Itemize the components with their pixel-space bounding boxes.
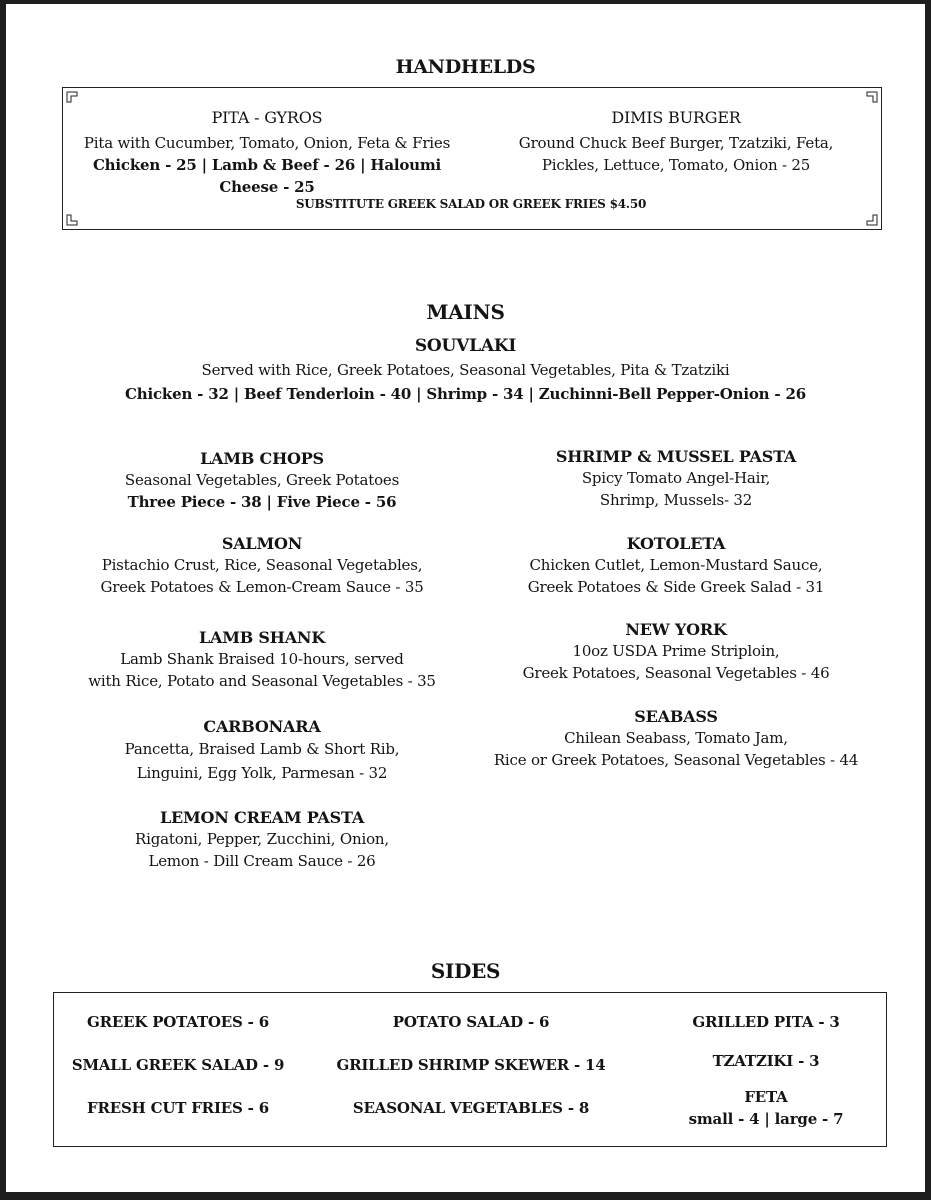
menu-page bbox=[6, 4, 925, 1192]
item-title: LAMB CHOPS bbox=[200, 449, 324, 468]
item-title: SALMON bbox=[221, 534, 303, 553]
item-description-line: Pancetta, Braised Lamb & Short Rib, bbox=[124, 740, 400, 758]
dimis-burger-item bbox=[516, 108, 836, 176]
item-description-line: Lamb Shank Braised 10-hours, served bbox=[120, 650, 404, 668]
side-grilled-shrimp-skewer: GRILLED SHRIMP SKEWER - 14 bbox=[336, 1056, 606, 1074]
item-description-line: Chilean Seabass, Tomato Jam, bbox=[564, 729, 788, 747]
item-description-line: Rigatoni, Pepper, Zucchini, Onion, bbox=[135, 830, 389, 848]
lemon-cream-pasta-item bbox=[62, 808, 462, 872]
item-title: LEMON CREAM PASTA bbox=[159, 808, 365, 827]
corner-ornament-icon bbox=[66, 91, 78, 103]
corner-ornament-icon bbox=[66, 214, 78, 226]
side-potato-salad: POTATO SALAD - 6 bbox=[392, 1013, 550, 1031]
side-small-greek-salad: SMALL GREEK SALAD - 9 bbox=[71, 1056, 285, 1074]
item-description-line: Greek Potatoes & Side Greek Salad - 31 bbox=[527, 578, 825, 596]
kotoleta-item bbox=[476, 534, 876, 598]
side-greek-potatoes: GREEK POTATOES - 6 bbox=[87, 1013, 269, 1031]
item-prices: Three Piece - 38 | Five Piece - 56 bbox=[127, 493, 397, 511]
lamb-chops-item bbox=[62, 449, 462, 513]
item-description-line: Greek Potatoes, Seasonal Vegetables - 46 bbox=[522, 664, 830, 682]
item-description-line: Greek Potatoes & Lemon-Cream Sauce - 35 bbox=[100, 578, 424, 596]
item-description: Seasonal Vegetables, Greek Potatoes bbox=[124, 471, 400, 489]
item-prices: Chicken - 32 | Beef Tenderloin - 40 | Shrimp - 34 | Zuchinni-Bell Pepper-Onion - 26 bbox=[125, 385, 806, 403]
corner-ornament-icon bbox=[866, 91, 878, 103]
item-description-line: Pickles, Lettuce, Tomato, Onion - 25 bbox=[541, 156, 811, 174]
seabass-item bbox=[466, 707, 886, 771]
item-title: SHRIMP & MUSSEL PASTA bbox=[555, 447, 797, 466]
side-grilled-pita: GRILLED PITA - 3 bbox=[692, 1013, 840, 1031]
souvlaki-item bbox=[6, 336, 925, 405]
item-description-line: with Rice, Potato and Seasonal Vegetables - 35 bbox=[88, 672, 436, 690]
side-tzatziki: TZATZIKI - 3 bbox=[712, 1052, 820, 1070]
corner-ornament-icon bbox=[866, 214, 878, 226]
sides-title: SIDES bbox=[430, 959, 501, 983]
new-york-item bbox=[476, 620, 876, 684]
item-description: Served with Rice, Greek Potatoes, Seasonal Vegetables, Pita & Tzatziki bbox=[201, 361, 730, 379]
item-title: LAMB SHANK bbox=[198, 628, 326, 647]
item-title: KOTOLETA bbox=[626, 534, 726, 553]
item-description-line: Pistachio Crust, Rice, Seasonal Vegetables, bbox=[101, 556, 423, 574]
item-description-line: Ground Chuck Beef Burger, Tzatziki, Feta, bbox=[518, 134, 834, 152]
handhelds-title: HANDHELDS bbox=[395, 56, 536, 78]
substitute-note: SUBSTITUTE GREEK SALAD OR GREEK FRIES $4.50 bbox=[295, 197, 647, 211]
mains-title: MAINS bbox=[426, 300, 505, 324]
salmon-item bbox=[62, 534, 462, 598]
side-feta: FETA bbox=[744, 1088, 788, 1106]
item-description: Pita with Cucumber, Tomato, Onion, Feta & Fries bbox=[83, 134, 451, 152]
shrimp-mussel-pasta-item bbox=[476, 447, 876, 511]
item-description-line: Spicy Tomato Angel-Hair, bbox=[581, 469, 771, 487]
side-fresh-cut-fries: FRESH CUT FRIES - 6 bbox=[87, 1099, 269, 1117]
carbonara-item bbox=[62, 717, 462, 785]
item-title: SOUVLAKI bbox=[414, 336, 517, 356]
item-description-line: Shrimp, Mussels- 32 bbox=[599, 491, 753, 509]
pita-gyros-item bbox=[62, 108, 472, 198]
item-title: NEW YORK bbox=[625, 620, 727, 639]
item-title: CARBONARA bbox=[203, 717, 321, 736]
side-seasonal-vegetables: SEASONAL VEGETABLES - 8 bbox=[352, 1099, 590, 1117]
item-description-line: Rice or Greek Potatoes, Seasonal Vegetables - 44 bbox=[493, 751, 859, 769]
item-description-line: Linguini, Egg Yolk, Parmesan - 32 bbox=[136, 764, 388, 782]
item-title: DIMIS BURGER bbox=[611, 108, 741, 127]
item-title: SEABASS bbox=[634, 707, 718, 726]
lamb-shank-item bbox=[62, 628, 462, 692]
item-description-line: Lemon - Dill Cream Sauce - 26 bbox=[148, 852, 376, 870]
side-feta-prices: small - 4 | large - 7 bbox=[688, 1110, 844, 1128]
item-description-line: 10oz USDA Prime Striploin, bbox=[572, 642, 780, 660]
item-prices: Chicken - 25 | Lamb & Beef - 26 | Haloumi Cheese - 25 bbox=[92, 156, 442, 196]
item-title: PITA - GYROS bbox=[211, 108, 323, 127]
item-description-line: Chicken Cutlet, Lemon-Mustard Sauce, bbox=[529, 556, 823, 574]
